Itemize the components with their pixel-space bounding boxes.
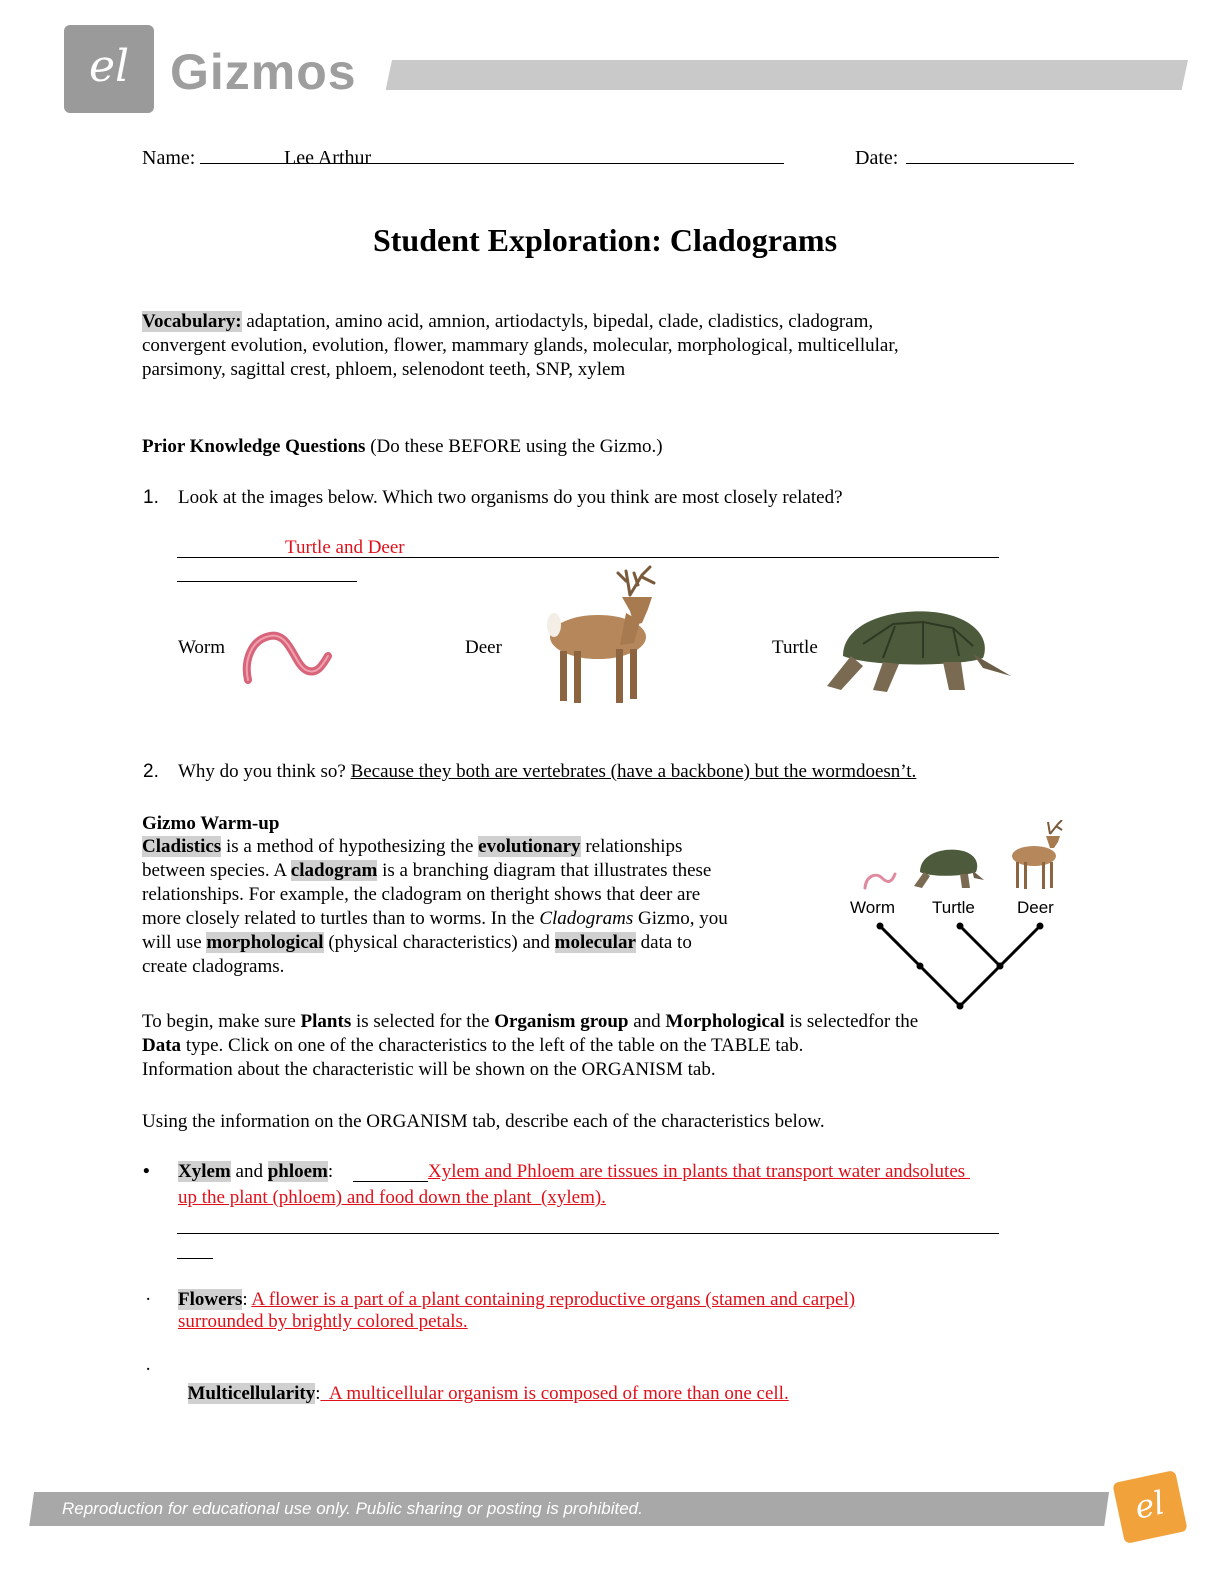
term-morphological-type: Morphological — [665, 1011, 785, 1032]
question-1-number: 1. — [143, 487, 159, 508]
prior-knowledge-note: (Do these BEFORE using the Gizmo.) — [365, 436, 663, 457]
term-xylem: Xylem — [178, 1161, 231, 1182]
characteristic-colon: : — [327, 1161, 334, 1182]
warmup-text: create cladograms. — [142, 956, 285, 977]
multicellularity-answer: A multicellular organism is composed of more than one cell. — [320, 1383, 789, 1404]
term-flowers: Flowers — [178, 1289, 243, 1310]
cladogram-label-deer: Deer — [1017, 898, 1054, 917]
question-2-row — [178, 760, 916, 784]
page-title: Student Exploration: Cladograms — [372, 222, 838, 258]
xylem-answer-line-b — [177, 1258, 213, 1259]
vocabulary-line-1: adaptation, amino acid, amnion, artiodactyls, bipedal, clade, cladistics, cladogram, — [241, 311, 874, 332]
term-evolutionary: evolutionary — [478, 836, 581, 857]
vocabulary-label: Vocabulary: — [142, 311, 242, 332]
turtle-image — [823, 604, 1013, 696]
footer-logo — [1112, 1470, 1187, 1544]
warmup-text: data to — [635, 932, 692, 953]
footer-copyright — [735, 1497, 1080, 1549]
characteristic-colon: : — [242, 1289, 252, 1310]
warmup-text: is selected for the — [351, 1011, 495, 1032]
warmup-text: is a branching diagram that illustrates these — [377, 860, 712, 881]
term-multicellularity: Multicellularity — [187, 1383, 316, 1404]
footer-el-logo-mark: el — [1131, 1483, 1168, 1527]
warmup-text: relationships. For example, the cladogram on theright shows that deer are — [142, 884, 701, 905]
warmup-text: To begin, make sure — [142, 1011, 301, 1032]
brand-name: Gizmos — [170, 44, 357, 100]
warmup-paragraph-1 — [142, 835, 832, 979]
term-cladogram: cladogram — [290, 860, 378, 881]
term-molecular: molecular — [554, 932, 636, 953]
bullet-xylem: • — [143, 1161, 150, 1182]
worm-image — [242, 622, 337, 687]
deer-label: Deer — [465, 637, 502, 658]
footer-notice: Reproduction for educational use only. Public sharing or posting is prohibited. — [62, 1499, 643, 1518]
cladogram-branches — [840, 820, 1080, 1015]
term-plants: Plants — [300, 1011, 352, 1032]
term-cladistics: Cladistics — [142, 836, 222, 857]
cladogram-diagram — [840, 820, 1080, 1015]
question-2-text: Why do you think so? — [178, 761, 351, 782]
xylem-answer-line-2: up the plant (phloem) and food down the plant (xylem). — [178, 1187, 606, 1208]
prior-knowledge-heading-row — [142, 435, 663, 459]
header-bar — [386, 60, 1188, 90]
warmup-heading: Gizmo Warm-up — [142, 813, 280, 834]
bullet-flowers: · — [145, 1289, 152, 1310]
term-organism-group: Organism group — [494, 1011, 629, 1032]
warmup-paragraph-3: Using the information on the ORGANISM tab, describe each of the characteristics below. — [142, 1111, 825, 1132]
characteristic-xylem-row — [178, 1160, 333, 1184]
el-logo-mark: el — [88, 41, 130, 92]
question-2-answer: Because they both are vertebrates (have a backbone) but the wormdoesn’t. — [350, 761, 917, 782]
characteristic-flowers-row — [178, 1288, 855, 1312]
term-morphological: morphological — [206, 932, 324, 953]
xylem-answer-line-a — [177, 1233, 999, 1234]
header-logo-box — [64, 25, 154, 113]
warmup-text: will use — [142, 932, 207, 953]
name-value: Lee Arthur — [284, 147, 372, 169]
answer-1-text: Turtle and Deer — [285, 537, 405, 558]
cladogram-label-worm: Worm — [850, 898, 896, 917]
characteristic-colon: : — [315, 1383, 321, 1404]
warmup-text: type. Click on one of the characteristics to the left of the table on the TABLE tab. — [181, 1035, 804, 1056]
answer-1-line-b — [177, 581, 357, 582]
warmup-text: relationships — [580, 836, 683, 857]
xylem-answer-line-1: Xylem and Phloem are tissues in plants that transport water andsolutes — [428, 1161, 970, 1182]
rights-text: All rights reserved — [935, 1526, 1080, 1546]
registered-mark: ® — [928, 1527, 936, 1538]
vocabulary-line-2: convergent evolution, evolution, flower, mammary glands, molecular, morphological, multicellular, — [142, 335, 899, 356]
name-label: Name: — [142, 147, 196, 169]
prior-knowledge-heading: Prior Knowledge Questions — [142, 436, 366, 457]
characteristic-multicellularity-row — [178, 1358, 789, 1406]
warmup-text: and — [628, 1011, 666, 1032]
warmup-text: more closely related to turtles than to worms. In the — [142, 908, 540, 929]
cladogram-label-turtle: Turtle — [932, 898, 975, 917]
warmup-text: between species. A — [142, 860, 291, 881]
worm-label: Worm — [178, 637, 226, 658]
warmup-text: is a method of hypothesizing the — [221, 836, 479, 857]
vocabulary-block — [142, 310, 1062, 382]
warmup-text: Information about the characteristic will be shown on the ORGANISM tab. — [142, 1059, 716, 1080]
deer-image — [530, 565, 675, 710]
copyright-text: © 2022 ExploreLearning — [744, 1526, 929, 1546]
warmup-text: is selectedfor the — [784, 1011, 919, 1032]
warmup-paragraph-2 — [142, 1010, 1042, 1082]
vocabulary-line-3: parsimony, sagittal crest, phloem, selenodont teeth, SNP, xylem — [142, 359, 626, 380]
bullet-multicellularity: · — [145, 1359, 152, 1380]
xylem-answer-blank — [353, 1181, 428, 1182]
date-label: Date: — [855, 147, 899, 169]
flowers-answer-line-1: A flower is a part of a plant containing reproductive organs (stamen and carpel) — [251, 1289, 856, 1310]
turtle-label: Turtle — [772, 637, 818, 658]
date-field-line — [906, 163, 1074, 164]
term-data: Data — [142, 1035, 182, 1056]
flowers-answer-line-2: surrounded by brightly colored petals. — [178, 1311, 468, 1332]
term-phloem: phloem — [267, 1161, 328, 1182]
warmup-text: Gizmo, you — [633, 908, 728, 929]
warmup-text: (physical characteristics) and — [323, 932, 555, 953]
question-1-text: Look at the images below. Which two organisms do you think are most closely related? — [178, 487, 843, 508]
characteristic-text: and — [230, 1161, 268, 1182]
question-2-number: 2. — [143, 761, 159, 782]
gizmo-name-italic: Cladograms — [539, 908, 634, 929]
